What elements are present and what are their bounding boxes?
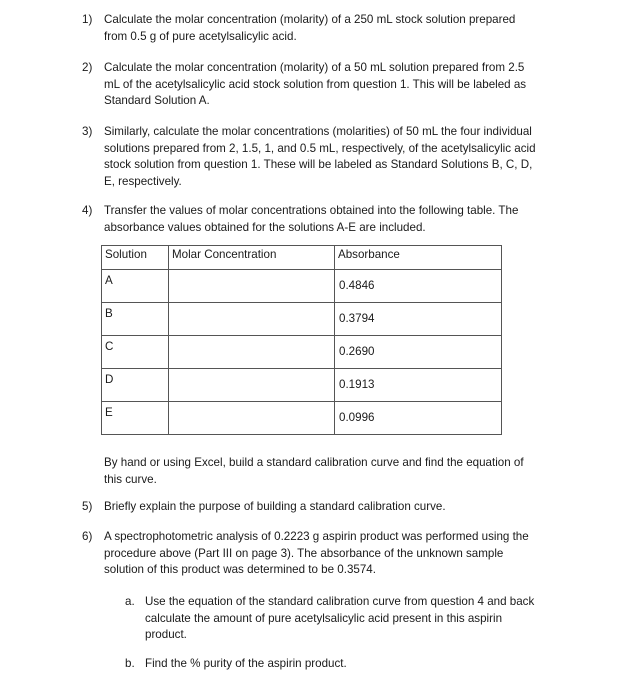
cell-molar-concentration [169,369,335,402]
question-number: 2) [82,61,93,74]
question-text [104,60,602,110]
text-line: Briefly explain the purpose of building a standard calibration curve. [104,500,446,513]
text-line: this curve. [104,472,157,486]
calibration-note [104,455,600,488]
cell-solution: E [102,402,169,435]
cell-absorbance: 0.3794 [335,303,502,336]
part-label: a. [125,595,135,608]
text-line: product. [145,628,187,642]
question-1 [82,12,602,45]
question-number: 4) [82,204,93,217]
text-line: Transfer the values of molar concentrations obtained into the following table. The [104,204,519,217]
question-6-part-a [125,594,595,644]
question-text [104,203,602,236]
table-row [102,336,502,369]
question-number: 5) [82,500,93,513]
absorbance-table [101,245,502,435]
text-line: Find the % purity of the aspirin product. [145,657,347,670]
header-absorbance: Absorbance [335,246,502,270]
header-solution: Solution [102,246,169,270]
table-row [102,270,502,303]
question-text [104,12,602,45]
text-line: By hand or using Excel, build a standard calibration curve and find the equation of [104,456,524,469]
text-line: Calculate the molar concentration (molarity) of a 250 mL stock solution prepared [104,13,516,26]
question-text [104,529,602,579]
cell-molar-concentration [169,270,335,303]
text-line: calculate the amount of pure acetylsalicylic acid present in this aspirin [145,611,503,625]
text-line: solution of this product was determined to be 0.3574. [104,563,376,577]
question-text [104,124,602,190]
cell-solution: D [102,369,169,402]
table-row [102,402,502,435]
table-row [102,303,502,336]
text-line: from 0.5 g of pure acetylsalicylic acid. [104,29,297,43]
question-text [104,499,602,516]
cell-absorbance: 0.4846 [335,270,502,303]
question-number: 6) [82,530,93,543]
table-header-row [102,246,502,270]
text-line: E, respectively. [104,174,182,188]
question-6 [82,529,602,579]
part-text [145,594,595,644]
cell-molar-concentration [169,402,335,435]
question-number: 1) [82,13,93,26]
text-line: mL of the acetylsalicylic acid stock solution from question 1. This will be labeled as [104,77,527,91]
header-molar-concentration: Molar Concentration [169,246,335,270]
cell-solution: A [102,270,169,303]
question-5 [82,499,602,516]
text-line: stock solution from question 1. These will be labeled as Standard Solutions B, C, D, [104,158,533,172]
cell-absorbance: 0.2690 [335,336,502,369]
text-line: Use the equation of the standard calibration curve from question 4 and back [145,595,535,608]
question-6-part-b [125,656,595,673]
cell-molar-concentration [169,303,335,336]
question-4 [82,203,602,236]
table-row [102,369,502,402]
question-3 [82,124,602,190]
question-number: 3) [82,125,93,138]
text-line: A spectrophotometric analysis of 0.2223 g aspirin product was performed using the [104,530,529,543]
text-line: Similarly, calculate the molar concentrations (molarities) of 50 mL the four individual [104,125,532,138]
text-line: absorbance values obtained for the solutions A-E are included. [104,220,426,234]
part-label: b. [125,657,135,670]
cell-absorbance: 0.0996 [335,402,502,435]
text-line: Calculate the molar concentration (molarity) of a 50 mL solution prepared from 2.5 [104,61,525,74]
text-line: Standard Solution A. [104,94,210,108]
cell-solution: C [102,336,169,369]
text-line: solutions prepared from 2, 1.5, 1, and 0.5 mL, respectively, of the acetylsalicylic acid [104,141,536,155]
cell-molar-concentration [169,336,335,369]
question-2 [82,60,602,110]
text-line: procedure above (Part III on page 3). The absorbance of the unknown sample [104,546,504,560]
part-text [145,656,595,673]
cell-absorbance: 0.1913 [335,369,502,402]
cell-solution: B [102,303,169,336]
